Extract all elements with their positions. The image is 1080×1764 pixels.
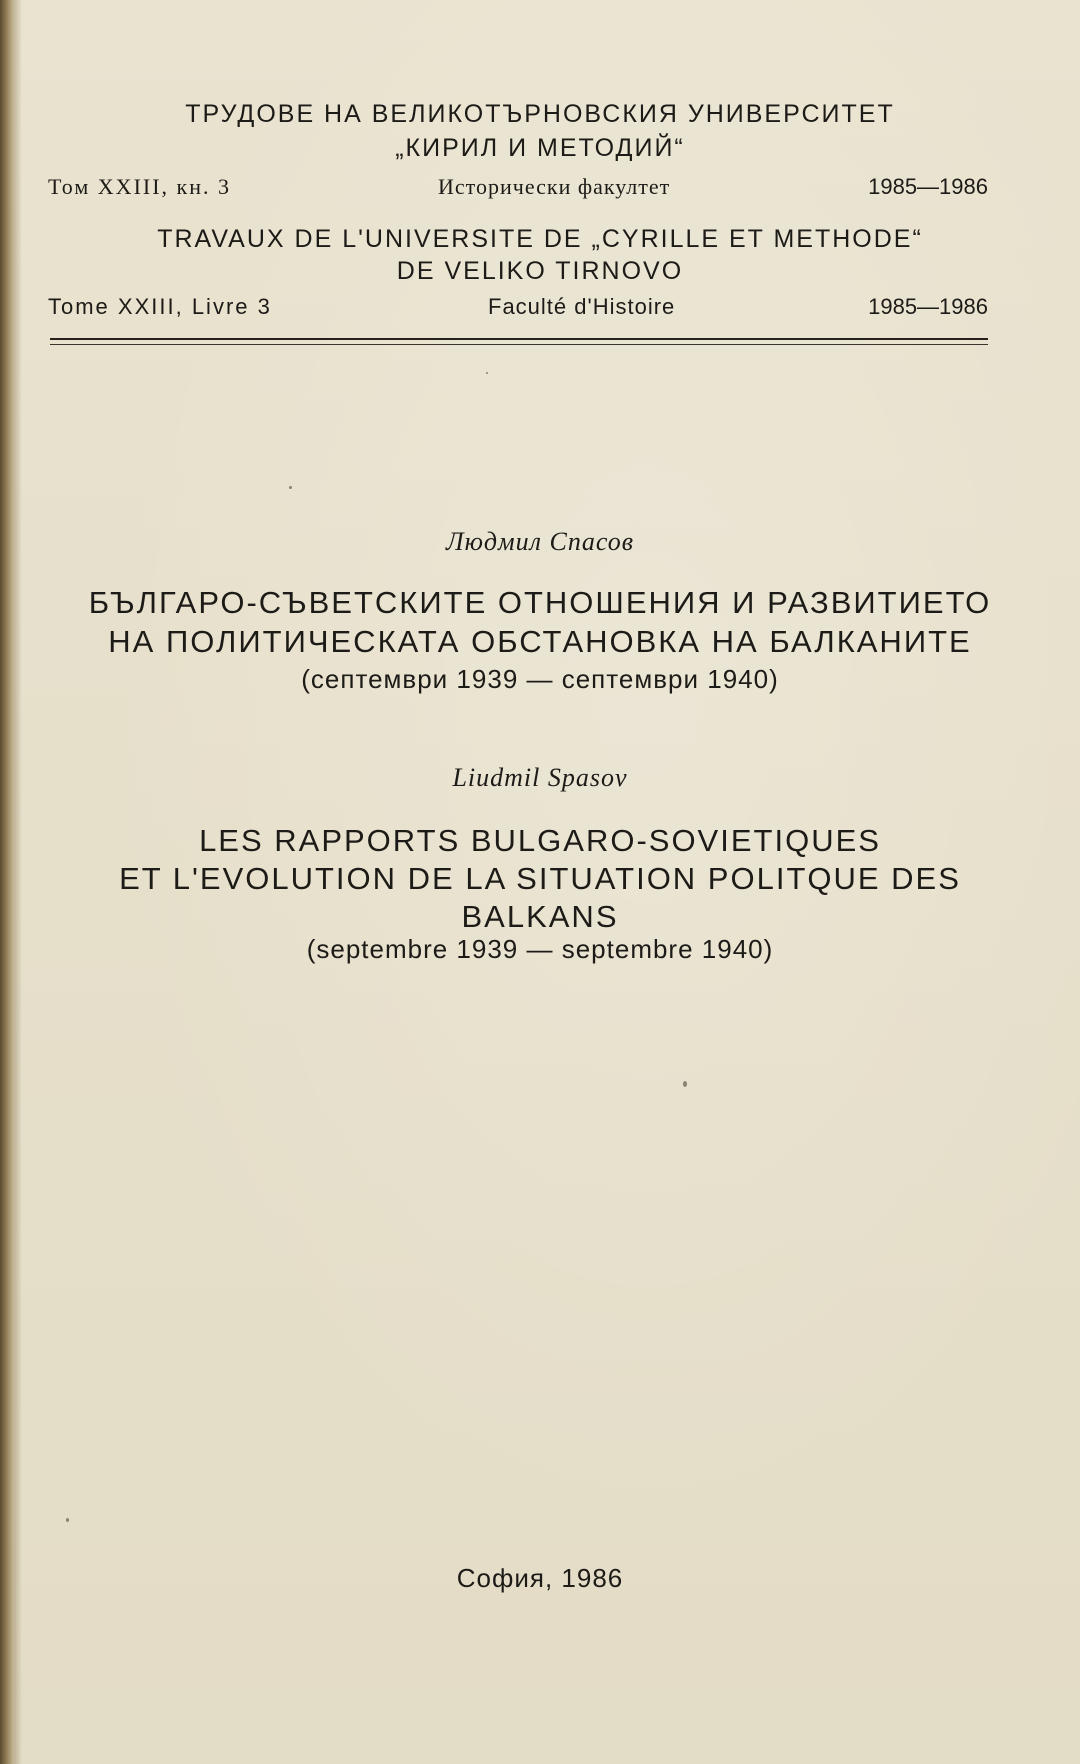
journal-title-fr-line2: DE VELIKO TIRNOVO [396, 257, 684, 285]
journal-title-bg-line2: „КИРИЛ И МЕТОДИЙ“ [395, 134, 685, 162]
faculty-bg: Исторически факултет [438, 174, 671, 199]
paper-speck [486, 372, 488, 374]
journal-meta-fr [48, 294, 988, 328]
header-rule-thick [50, 338, 988, 340]
paper-speck [683, 1081, 687, 1087]
article-title-fr-line2: ET L'EVOLUTION DE LA SITUATION POLITQUE DES [119, 861, 961, 896]
imprint: София, 1986 [456, 1563, 624, 1593]
journal-title-fr-line1: TRAVAUX DE L'UNIVERSITE DE „CYRILLE ET METHODE“ [157, 225, 923, 253]
author-bg: Людмил Спасов [445, 527, 635, 556]
years-fr: 1985—1986 [868, 294, 988, 319]
article-dates-bg: (септември 1939 — септември 1940) [301, 664, 779, 694]
article-title-bg-line2: НА ПОЛИТИЧЕСКАТА ОБСТАНОВКА НА БАЛКАНИТЕ [108, 624, 972, 659]
years-bg: 1985—1986 [868, 174, 988, 199]
paper-speck [289, 486, 292, 489]
volume-fr: Tome XXIII, Livre 3 [48, 294, 272, 319]
volume-bg: Том XXIII, кн. 3 [48, 174, 232, 199]
author-fr: Liudmil Spasov [452, 763, 628, 792]
article-title-bg-line1: БЪЛГАРО-СЪВЕТСКИТЕ ОТНОШЕНИЯ И РАЗВИТИЕТО [88, 585, 992, 620]
journal-meta-bg [48, 174, 988, 208]
paper-speck [66, 1518, 69, 1522]
journal-title-bg-line1: ТРУДОВЕ НА ВЕЛИКОТЪРНОВСКИЯ УНИВЕРСИТЕТ [185, 100, 895, 128]
faculty-fr: Faculté d'Histoire [488, 294, 676, 319]
article-title-fr-line1: LES RAPPORTS BULGARO-SOVIETIQUES [199, 823, 881, 858]
article-dates-fr: (septembre 1939 — septembre 1940) [306, 934, 774, 964]
article-title-fr-line3: BALKANS [461, 899, 619, 934]
header-rule-thin [50, 344, 988, 345]
